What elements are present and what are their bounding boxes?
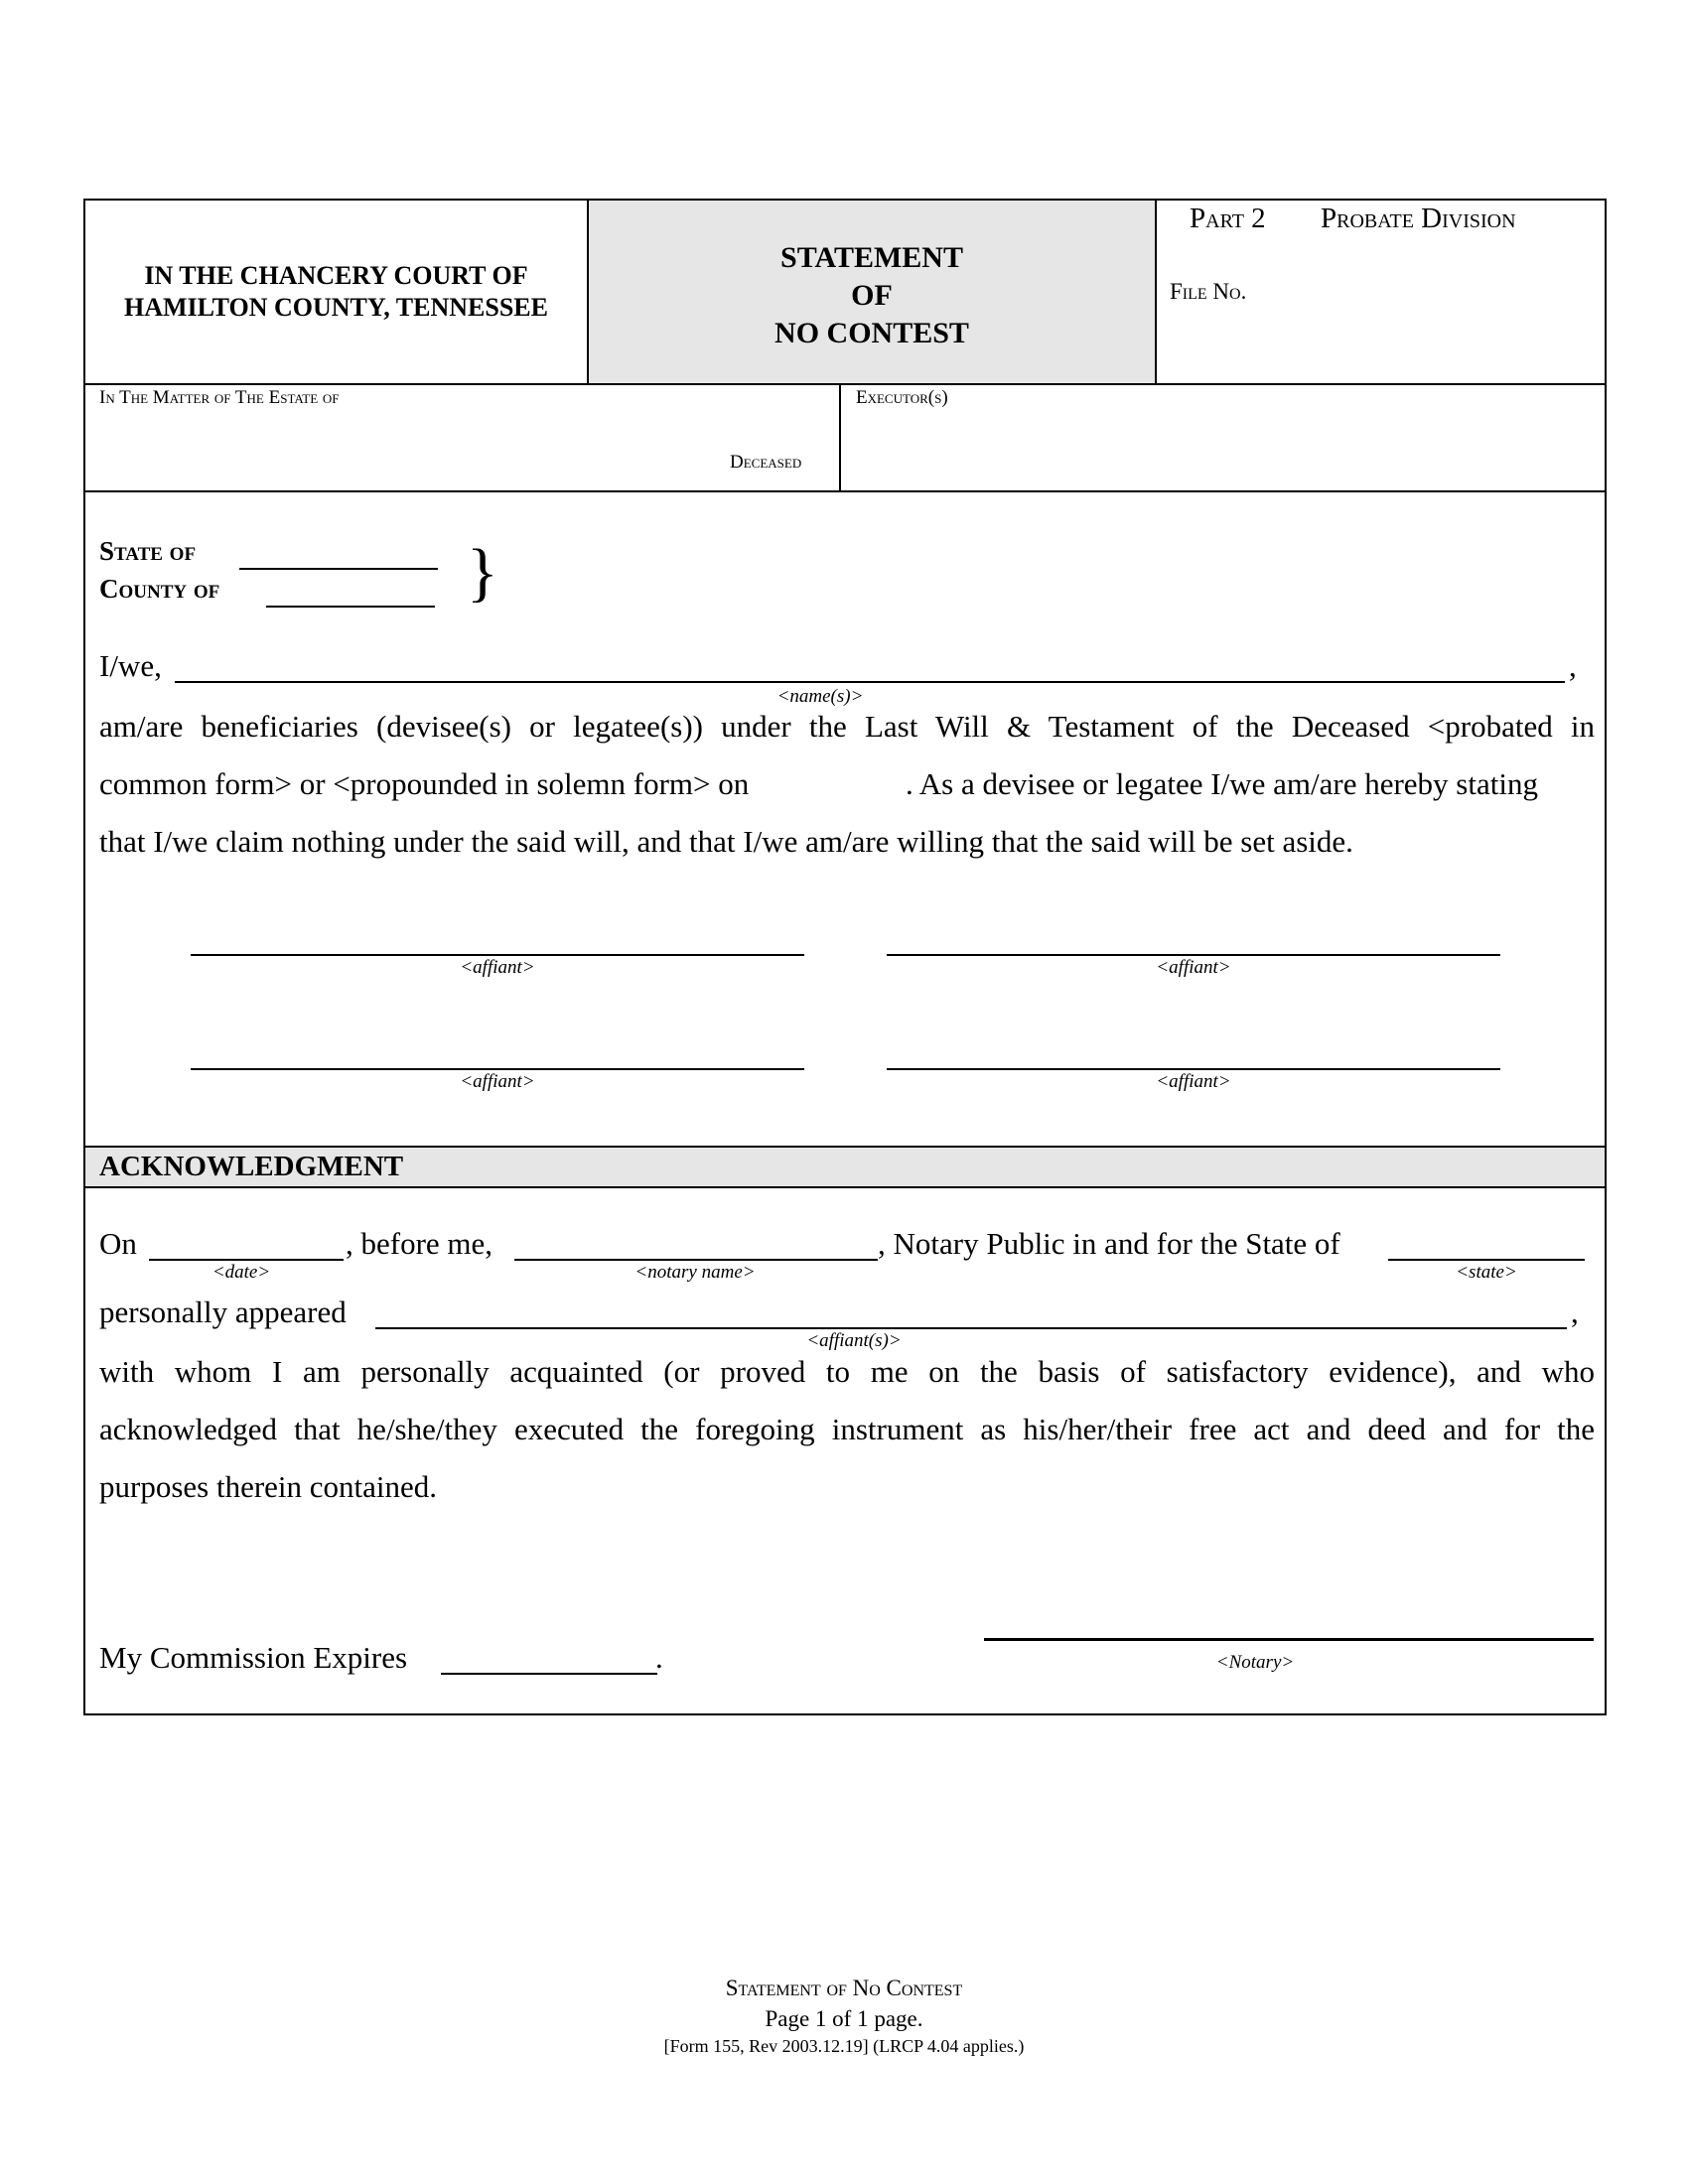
commission-blank xyxy=(441,1673,657,1675)
affiant-line-2 xyxy=(887,954,1500,956)
affiant-line-1 xyxy=(191,954,804,956)
executor-label: Executor(s) xyxy=(856,387,948,408)
footer-form: [Form 155, Rev 2003.12.19] (LRCP 4.04 applies.) xyxy=(663,2036,1025,2056)
header-divider-2 xyxy=(1155,199,1157,385)
form-title xyxy=(589,239,1155,352)
ack-affiants-hint: <affiant(s)> xyxy=(806,1330,902,1351)
ack-state-hint: <state> xyxy=(1456,1262,1517,1283)
header-bottom-rule xyxy=(83,383,1607,385)
iwe-label: I/we, xyxy=(99,648,162,683)
commission-expires-label: My Commission Expires xyxy=(99,1640,408,1675)
footer-title: Statement of No Contest xyxy=(725,1976,963,2000)
ack-date-blank xyxy=(149,1259,344,1261)
state-of-label: State of xyxy=(99,536,197,566)
ack-before-me: , before me, xyxy=(346,1226,493,1261)
ack-date-hint: <date> xyxy=(211,1262,271,1283)
venue-brace: } xyxy=(467,536,498,609)
names-hint: <name(s)> xyxy=(776,686,864,707)
state-of-blank xyxy=(239,568,438,570)
county-of-blank xyxy=(266,606,435,608)
names-comma: , xyxy=(1569,648,1577,683)
acknowledgment-heading: ACKNOWLEDGMENT xyxy=(99,1151,404,1182)
affiant-hint-1: <affiant> xyxy=(460,957,535,978)
notary-signature-line xyxy=(984,1638,1594,1641)
statement-line-2a: common form> or <propounded in solemn form> on xyxy=(99,766,750,801)
affiant-hint-4: <affiant> xyxy=(1156,1071,1231,1092)
commission-period: . xyxy=(655,1640,663,1675)
title-line-3: NO CONTEST xyxy=(774,317,969,349)
ack-line-4: acknowledged that he/she/they executed the foregoing instrument as his/her/their free act and deed and for the xyxy=(99,1412,1595,1446)
statement-line-3: that I/we claim nothing under the said will, and that I/we am/are willing that the said will be set aside. xyxy=(99,824,1353,859)
statement-line-1: am/are beneficiaries (devisee(s) or legatee(s)) under the Last Will & Testament of the Deceased <probated in xyxy=(99,709,1595,744)
county-of-label: County of xyxy=(99,574,220,604)
ack-state-blank xyxy=(1388,1259,1585,1261)
affiant-hint-3: <affiant> xyxy=(460,1071,535,1092)
statement-line-2b: . As a devisee or legatee I/we am/are hereby stating xyxy=(906,766,1538,801)
affiant-line-4 xyxy=(887,1068,1500,1070)
ack-notary-hint: <notary name> xyxy=(634,1262,756,1283)
title-line-2: OF xyxy=(851,279,893,312)
ack-bottom-rule xyxy=(83,1186,1607,1188)
court-line-1: IN THE CHANCERY COURT OF xyxy=(144,261,528,290)
estate-label: In The Matter of The Estate of xyxy=(99,387,340,408)
ack-affiants-comma: , xyxy=(1571,1295,1579,1329)
part-label: Part 2 xyxy=(1190,203,1266,234)
title-line-1: STATEMENT xyxy=(780,241,963,274)
file-no-label: File No. xyxy=(1170,279,1247,304)
court-name xyxy=(85,260,587,324)
matter-bottom-rule xyxy=(83,490,1607,492)
affiant-hint-2: <affiant> xyxy=(1156,957,1231,978)
ack-affiants-blank xyxy=(375,1327,1567,1329)
ack-line-5: purposes therein contained. xyxy=(99,1469,438,1504)
ack-on: On xyxy=(99,1226,137,1261)
ack-notary-public: , Notary Public in and for the State of xyxy=(878,1226,1340,1261)
names-blank xyxy=(175,681,1565,683)
ack-line-3: with whom I am personally acquainted (or proved to me on the basis of satisfactory evidence), and who xyxy=(99,1354,1595,1389)
deceased-label: Deceased xyxy=(730,452,802,473)
division-label: Probate Division xyxy=(1321,203,1516,234)
matter-divider xyxy=(839,383,841,492)
court-line-2: HAMILTON COUNTY, TENNESSEE xyxy=(124,293,548,322)
notary-hint: <Notary> xyxy=(1215,1652,1295,1673)
ack-notary-blank xyxy=(514,1259,878,1261)
footer-page: Page 1 of 1 page. xyxy=(765,2006,923,2031)
ack-top-rule xyxy=(83,1146,1607,1148)
ack-personally-appeared: personally appeared xyxy=(99,1295,347,1329)
affiant-line-3 xyxy=(191,1068,804,1070)
